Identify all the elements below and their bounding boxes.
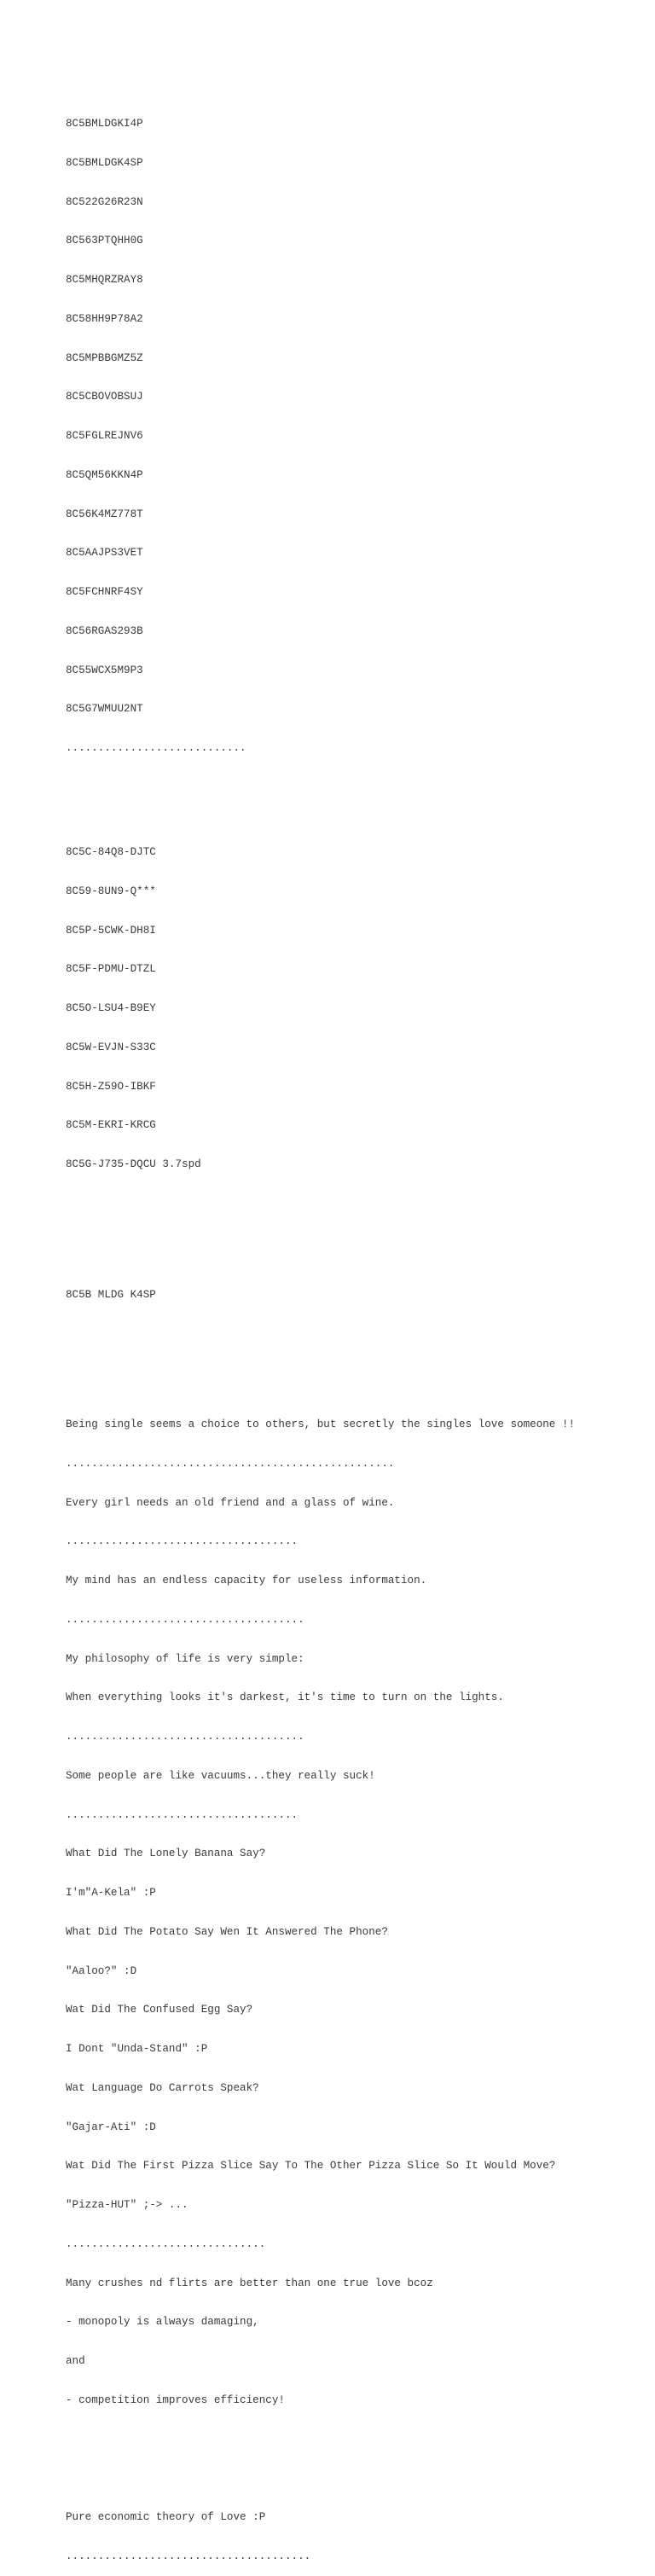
text-line: Every girl needs an old friend and a glass of wine. [66,1496,395,1509]
blank-space [66,2472,646,2485]
code-line: 8C5C-84Q8-DJTC [66,846,156,858]
single-code: 8C5B MLDG K4SP [66,1288,156,1301]
code-line: 8C5H-Z59O-IBKF [66,1080,156,1093]
text-line: "Gajar-Ati" :D [66,2121,156,2133]
code-line: 8C5FCHNRF4SY [66,586,143,598]
code-line: 8C5QM56KKN4P [66,468,143,481]
code-line: 8C59-8UN9-Q*** [66,885,156,897]
closing-line: Pure economic theory of Love :P [66,2511,266,2523]
code-line: 8C58HH9P78A2 [66,312,143,325]
text-line: "Aaloo?" :D [66,1964,137,1977]
text-line: I'm"A-Kela" :P [66,1887,156,1899]
document-page [66,66,646,2576]
dotted-divider: ................................................... [66,1457,395,1470]
code-line: 8C5FGLREJNV6 [66,430,143,442]
blank-space [66,1237,646,1263]
dotted-divider: ..................................... [66,1613,304,1626]
text-line: What Did The Potato Say Wen It Answered The Phone? [66,1925,388,1938]
text-line: - competition improves efficiency! [66,2393,285,2406]
text-line: Many crushes nd flirts are better than one true love bcoz [66,2277,433,2289]
dotted-divider: ...................................... [66,2550,311,2562]
dotted-divider: .................................... [66,1808,299,1821]
code-line: 8C5W-EVJN-S33C [66,1041,156,1053]
code-line: 8C56K4MZ778T [66,508,143,520]
text-line: and [66,2355,85,2367]
code-list-2 [66,821,646,1198]
text-line: When everything looks it's darkest, it's time to turn on the lights. [66,1691,504,1704]
code-line: 8C5BMLDGKI4P [66,118,143,130]
text-line: I Dont "Unda-Stand" :P [66,2043,208,2055]
dotted-divider: ..................................... [66,1731,304,1743]
text-line: Wat Did The Confused Egg Say? [66,2004,253,2016]
text-line: My mind has an endless capacity for useless information. [66,1575,427,1587]
code-line: 8C55WCX5M9P3 [66,664,143,676]
text-line: My philosophy of life is very simple: [66,1652,304,1665]
text-line: "Pizza-HUT" ;-> ... [66,2199,188,2211]
blank-space [66,1327,646,1354]
code-line: 8C5G7WMUU2NT [66,703,143,716]
code-line: 8C56RGAS293B [66,624,143,637]
text-line: What Did The Lonely Banana Say? [66,1848,266,1860]
text-line: Some people are like vacuums...they really suck! [66,1769,375,1782]
code-list-1 [66,92,646,781]
text-line: - monopoly is always damaging, [66,2316,259,2329]
code-line: 8C5AAJPS3VET [66,547,143,560]
code-line: 8C563PTQHH0G [66,235,143,247]
code-line: 8C5MHQRZRAY8 [66,274,143,286]
text-block [66,1393,646,2434]
code-line: 8C5F-PDMU-DTZL [66,963,156,976]
text-line: Wat Did The First Pizza Slice Say To The Other Pizza Slice So It Would Move? [66,2160,556,2173]
code-line: 8C522G26R23N [66,195,143,208]
code-line: 8C5M-EKRI-KRCG [66,1119,156,1132]
text-line: Wat Language Do Carrots Speak? [66,2081,259,2094]
code-line: 8C5CBOVOBSUJ [66,391,143,403]
code-line: 8C5G-J735-DQCU 3.7spd [66,1158,201,1170]
dotted-divider: ............................ [66,742,246,754]
dotted-divider: ............................... [66,2237,266,2250]
code-line: 8C5MPBBGMZ5Z [66,351,143,364]
code-line: 8C5P-5CWK-DH8I [66,924,156,937]
code-line: 8C5BMLDGK4SP [66,156,143,169]
text-line: Being single seems a choice to others, but secretly the singles love someone !! [66,1419,576,1430]
code-line: 8C5O-LSU4-B9EY [66,1002,156,1014]
dotted-divider: .................................... [66,1535,299,1548]
